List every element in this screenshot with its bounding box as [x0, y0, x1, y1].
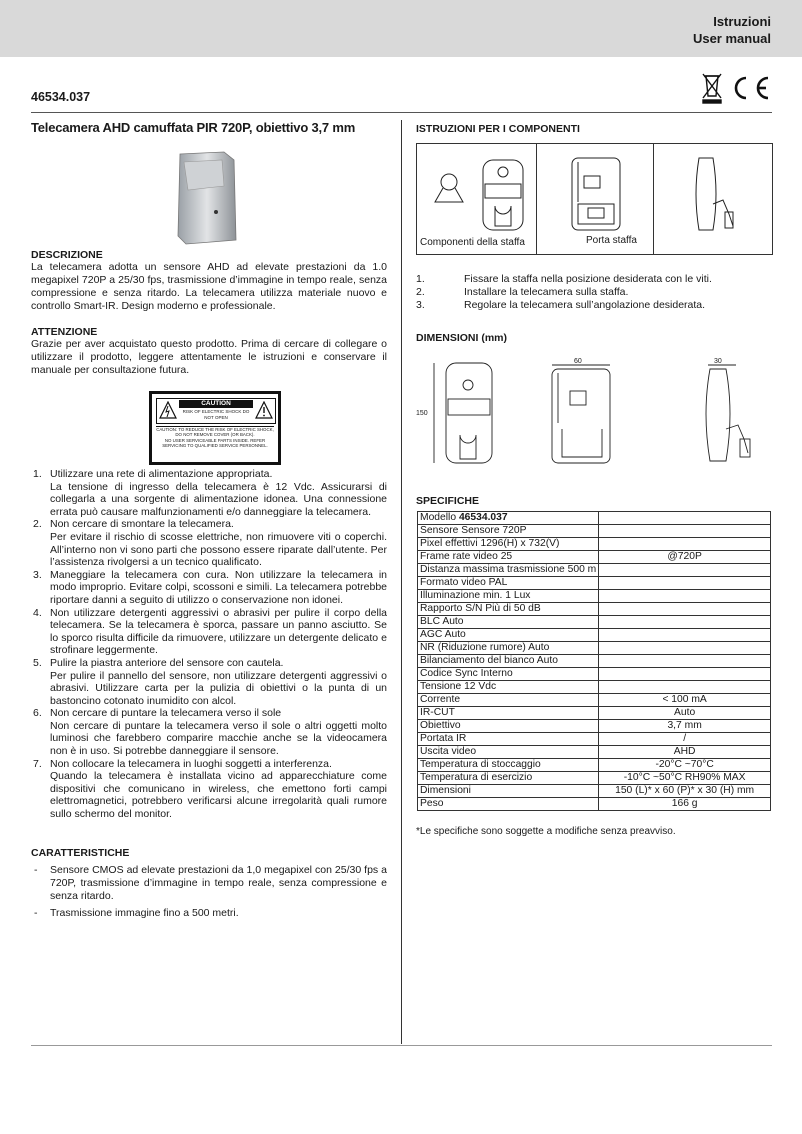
- table-row: [418, 759, 771, 772]
- camera-product-image: [172, 150, 242, 246]
- caption-componenti-staffa: Componenti della staffa: [420, 237, 525, 248]
- componenti-heading: ISTRUZIONI PER I COMPONENTI: [416, 123, 580, 135]
- spec-value: [599, 590, 771, 603]
- warning-number: 6.: [33, 707, 42, 720]
- warning-item: [31, 569, 387, 607]
- spec-label: Obiettivo: [418, 720, 599, 733]
- spec-label: Bilanciamento del bianco Auto: [418, 655, 599, 668]
- product-code: 46534.037: [31, 90, 91, 104]
- install-step: [416, 299, 772, 312]
- warning-number: 3.: [33, 568, 42, 581]
- warning-item: [31, 707, 387, 757]
- table-row: [418, 655, 771, 668]
- caution-line-3: NO USER SERVICEABLE PARTS INSIDE. REFER SERVICING TO QUALIFIED SERVICE PERSONNEL.: [162, 437, 268, 449]
- dimension-drawings: [416, 355, 772, 470]
- warning-item: [31, 468, 387, 518]
- spec-value: [599, 512, 771, 525]
- spec-value: 3,7 mm: [599, 720, 771, 733]
- warning-number: 5.: [33, 656, 42, 669]
- spec-value: [599, 538, 771, 551]
- caratteristiche-heading: CARATTERISTICHE: [31, 847, 130, 859]
- table-row: [418, 733, 771, 746]
- warning-item: [31, 758, 387, 821]
- spec-value: Auto: [599, 707, 771, 720]
- feature-text: Sensore CMOS ad elevate prestazioni da 1,0 megapixel con 25/30 fps a 720P, trasmissione d’immagine in tempo reale, senza compressione e senza ritardo.: [50, 864, 387, 902]
- spec-label: BLC Auto: [418, 616, 599, 629]
- warning-number: 7.: [33, 757, 42, 770]
- spec-value: [599, 668, 771, 681]
- table-row: [418, 603, 771, 616]
- warning-text: Non cercare di puntare la telecamera verso il sole o altri oggetti molto luminosi che farebbero comparire macchie anche se la videocamera non è in uso. Si potrebbe danneggiare il sensore.: [50, 719, 387, 758]
- spec-label: Portata IR: [418, 733, 599, 746]
- ce-mark-icon: [736, 78, 768, 98]
- spec-value: [599, 629, 771, 642]
- table-row: [418, 772, 771, 785]
- spec-value: [599, 564, 771, 577]
- caution-label: [149, 391, 281, 465]
- warning-text: Maneggiare la telecamera con cura. Non utilizzare la telecamera in modo improprio. Evitare colpi, scossoni e simili. La telecamera potrebbe riportare danni a seguito di utilizzo o conservazione non idonei.: [50, 568, 387, 606]
- warning-number: 2.: [33, 518, 42, 531]
- spec-value: 150 (L)* x 60 (P)* x 30 (H) mm: [599, 785, 771, 798]
- attenzione-heading: ATTENZIONE: [31, 326, 98, 338]
- install-step: [416, 273, 772, 286]
- table-row: [418, 525, 771, 538]
- step-number: 1.: [416, 273, 425, 285]
- warnings-list: [31, 468, 387, 821]
- dimensioni-heading: DIMENSIONI (mm): [416, 332, 508, 344]
- table-row: [418, 551, 771, 564]
- spec-value: [599, 525, 771, 538]
- descrizione-section: [31, 249, 387, 313]
- warning-item: [31, 607, 387, 657]
- header-line-1: Istruzioni: [713, 14, 771, 29]
- installation-steps: [416, 273, 772, 312]
- spec-value: [599, 681, 771, 694]
- feature-text: Trasmissione immagine fino a 500 metri.: [50, 907, 239, 919]
- table-row: [418, 785, 771, 798]
- warning-title: Pulire la piastra anteriore del sensore con cautela.: [50, 656, 284, 669]
- table-row: [418, 512, 771, 525]
- spec-label: Temperatura di esercizio: [418, 772, 599, 785]
- header-band: [0, 0, 802, 57]
- spec-label: Temperatura di stoccaggio: [418, 759, 599, 772]
- mounted-camera-drawing: [689, 154, 739, 234]
- attenzione-text: Grazie per aver acquistato questo prodotto. Prima di cercare di collegare o utilizzare il prodotto, leggere attentamente le istruzioni e conservare il manuale per consultazione futura.: [31, 338, 387, 376]
- spec-label: Dimensioni: [418, 785, 599, 798]
- figure-cell-mounted: [653, 144, 772, 254]
- holder-view-drawing: [546, 363, 616, 467]
- feature-item: - Trasmissione immagine fino a 500 metri.: [34, 907, 239, 919]
- spec-label: Corrente: [418, 694, 599, 707]
- figure-cell-porta-staffa: [536, 144, 654, 254]
- spec-value: AHD: [599, 746, 771, 759]
- descrizione-heading: DESCRIZIONE: [31, 249, 103, 261]
- lightning-warning-icon: [159, 401, 177, 419]
- spec-label: Peso: [418, 798, 599, 811]
- figure-cell-staffa: [417, 144, 537, 254]
- table-row: [418, 798, 771, 811]
- spec-label: Codice Sync Interno: [418, 668, 599, 681]
- bottom-rule: [31, 1045, 772, 1046]
- spec-label: Tensione 12 Vdc: [418, 681, 599, 694]
- table-row: [418, 668, 771, 681]
- spec-value: [599, 642, 771, 655]
- exclamation-warning-icon: [255, 401, 273, 419]
- spec-value: @720P: [599, 551, 771, 564]
- warning-title: Non cercare di puntare la telecamera verso il sole: [50, 707, 282, 720]
- spec-value: [599, 603, 771, 616]
- dim-depth-label: 30: [714, 358, 722, 365]
- feature-item: - Sensore CMOS ad elevate prestazioni da 1,0 megapixel con 25/30 fps a 720P, trasmissione d’immagine in tempo reale, senza compressione e senza ritardo.: [34, 864, 387, 902]
- warning-title: Utilizzare una rete di alimentazione appropriata.: [50, 468, 273, 480]
- side-view-drawing: [696, 363, 756, 467]
- warning-text: Per evitare il rischio di scosse elettriche, non rimuovere viti o coperchi. All’interno non vi sono parti che possono essere riparate dall’utente. Per l’assistenza rivolgersi a un tecnico qualificato.: [50, 530, 387, 569]
- spec-value: /: [599, 733, 771, 746]
- descrizione-text: La telecamera adotta un sensore AHD ad elevate prestazioni da 1.0 megapixel 720P a 25/30 fps, trasmissione d’immagine in tempo reale, senza compressione e senza ritardo. La telecamera utilizza materiale nuovo e controllo Smart-IR. Design moderno e professionale.: [31, 261, 387, 312]
- caution-line-1: RISK OF ELECTRIC SHOCK DO NOT OPEN: [182, 409, 250, 420]
- table-row: [418, 707, 771, 720]
- front-view-drawing: [430, 359, 500, 467]
- spec-value: -20°C ~70°C: [599, 759, 771, 772]
- spec-label: NR (Riduzione rumore) Auto: [418, 642, 599, 655]
- spec-value: 166 g: [599, 798, 771, 811]
- spec-label: Illuminazione min. 1 Lux: [418, 590, 599, 603]
- table-row: [418, 629, 771, 642]
- product-title: Telecamera AHD camuffata PIR 720P, obiettivo 3,7 mm: [31, 120, 356, 135]
- warning-title: Non cercare di smontare la telecamera.: [50, 518, 234, 531]
- dim-height-label: 150: [416, 410, 428, 417]
- spec-label: Modello 46534.037: [418, 512, 599, 525]
- spec-label: Formato video PAL: [418, 577, 599, 590]
- table-row: [418, 746, 771, 759]
- componenti-figure-box: [416, 143, 773, 255]
- warning-text: Non utilizzare detergenti aggressivi o abrasivi per pulire il corpo della telecamera. Se la telecamera è sporca, passare un panno asciutto. Se lo sporco risulta difficile da rimuovere, utilizzare un detergente delicato e strofinare leggermente.: [50, 606, 387, 657]
- spec-value: [599, 655, 771, 668]
- warning-number: 4.: [33, 606, 42, 619]
- step-text: Fissare la staffa nella posizione desiderata con le viti.: [464, 273, 712, 285]
- warning-title: Non collocare la telecamera in luoghi soggetti a interferenza.: [50, 757, 332, 770]
- caution-title: CAUTION: [179, 400, 253, 408]
- spec-value: -10°C ~50°C RH90% MAX: [599, 772, 771, 785]
- spec-value: [599, 577, 771, 590]
- spec-label: Frame rate video 25: [418, 551, 599, 564]
- warning-number: 1.: [33, 468, 42, 480]
- column-divider: [401, 120, 402, 1044]
- table-row: [418, 538, 771, 551]
- warning-item: [31, 657, 387, 707]
- install-step: [416, 286, 772, 299]
- table-row: [418, 720, 771, 733]
- step-text: Installare la telecamera sulla staffa.: [464, 286, 629, 298]
- table-row: [418, 616, 771, 629]
- warning-text: La tensione di ingresso della telecamera è 12 Vdc. Assicurarsi di collegarla a una sorgente di alimentazione idonea. Una connessione errata può causare malfunzionamenti e/o danneggiare la telecamera.: [50, 480, 387, 518]
- table-row: [418, 590, 771, 603]
- spec-label: AGC Auto: [418, 629, 599, 642]
- header-line-2: User manual: [692, 31, 771, 46]
- compliance-marks: [700, 70, 772, 106]
- table-row: [418, 681, 771, 694]
- step-number: 3.: [416, 299, 425, 311]
- table-row: [418, 577, 771, 590]
- spec-label: Uscita video: [418, 746, 599, 759]
- caratteristiche-section: [31, 847, 387, 924]
- specifiche-heading: SPECIFICHE: [416, 495, 480, 507]
- caution-bottom-panel: [156, 426, 274, 459]
- specifications-table: [417, 511, 771, 811]
- step-number: 2.: [416, 286, 425, 298]
- header-title: [693, 13, 771, 47]
- warning-text: Per pulire il pannello del sensore, non utilizzare detergenti aggressivi o abrasivi. Utilizzare carta per la pulizia di obiettivi o la punta di un bastoncino cotonato inumidito con alcol.: [50, 669, 387, 707]
- caption-porta-staffa: Porta staffa: [586, 235, 637, 246]
- spec-value: [599, 616, 771, 629]
- caution-line-2: CAUTION: TO REDUCE THE RISK OF ELECTRIC SHOCK, DO NOT REMOVE COVER (OR BACK).: [156, 427, 274, 438]
- bracket-components-drawing: [425, 154, 529, 238]
- attenzione-section: [31, 326, 387, 377]
- spec-label: Sensore Sensore 720P: [418, 525, 599, 538]
- warning-item: [31, 518, 387, 568]
- table-row: [418, 564, 771, 577]
- spec-label: Distanza massima trasmissione 500 m: [418, 564, 599, 577]
- bracket-holder-drawing: [566, 154, 626, 234]
- table-row: [418, 642, 771, 655]
- spec-label: IR-CUT: [418, 707, 599, 720]
- top-rule: [31, 112, 772, 113]
- spec-label: Pixel effettivi 1296(H) x 732(V): [418, 538, 599, 551]
- spec-label: Rapporto S/N Più di 50 dB: [418, 603, 599, 616]
- weee-bin-icon: [703, 74, 721, 103]
- warning-text: Quando la telecamera è installata vicino ad apparecchiature come dispositivi che comunicano in wireless, che emettono forti campi elettromagnetici, potrebbero verificarsi alcune irregolarità quali rumore sullo schermo del monitor.: [50, 770, 387, 821]
- spec-note: *Le specifiche sono soggette a modifiche senza preavviso.: [416, 826, 676, 837]
- step-text: Regolare la telecamera sull’angolazione desiderata.: [464, 299, 706, 311]
- dim-width-label: 60: [574, 358, 582, 365]
- caution-top-panel: [156, 398, 276, 424]
- table-row: [418, 694, 771, 707]
- spec-value: < 100 mA: [599, 694, 771, 707]
